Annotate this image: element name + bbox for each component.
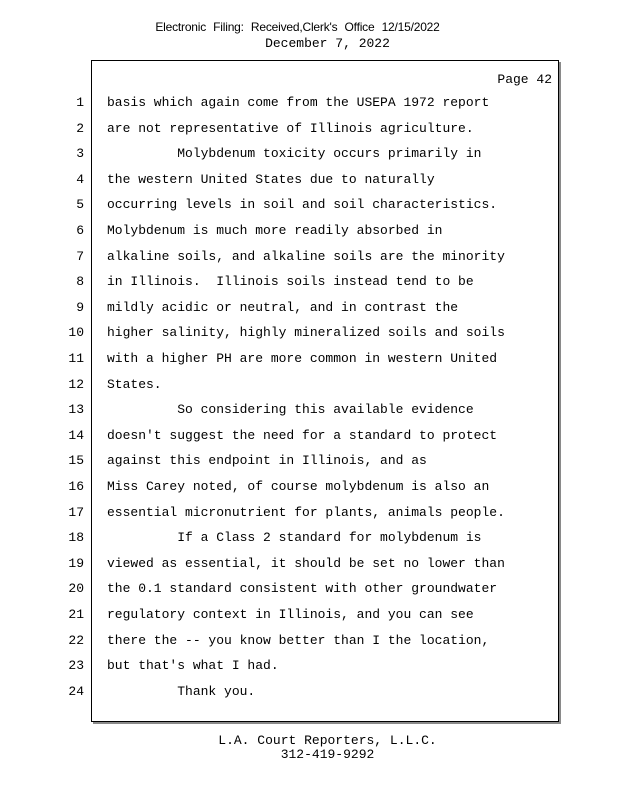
line-number: 2 [76, 120, 84, 136]
line-number: 22 [68, 632, 84, 648]
line-number: 15 [68, 453, 84, 469]
line-number: 9 [76, 299, 84, 315]
transcript-line-text: Molybdenum is much more readily absorbed in [107, 223, 443, 238]
transcript-line-text: mildly acidic or neutral, and in contrast the [107, 299, 459, 315]
page-number: Page 42 [497, 72, 552, 87]
transcript-line-text: but that's what I had. [107, 658, 279, 674]
line-number: 20 [68, 581, 84, 597]
transcript-line-text: doesn't suggest the need for a standard to protect [107, 427, 498, 443]
line-number: 3 [76, 146, 84, 162]
line-number: 16 [68, 479, 84, 494]
transcript-line-text: are not representative of Illinois agriculture. [107, 120, 474, 136]
reporter-company: L.A. Court Reporters, L.L.C. [218, 733, 437, 748]
line-number: 18 [68, 530, 84, 546]
transcript-line-text: the 0.1 standard consistent with other groundwater [107, 581, 498, 597]
line-number: 8 [76, 274, 84, 290]
line-number: 19 [68, 555, 84, 571]
line-number: 5 [76, 197, 84, 213]
transcript-line-text: higher salinity, highly mineralized soils and soils [107, 325, 505, 341]
transcript-line-text: occurring levels in soil and soil characteristics. [107, 197, 498, 213]
transcript-line-text: with a higher PH are more common in western United [107, 351, 498, 366]
line-number: 7 [76, 248, 84, 264]
line-number: 11 [68, 351, 84, 366]
line-number: 21 [68, 607, 84, 622]
transcript-line-text: there the -- you know better than I the location, [107, 632, 490, 648]
hearing-date: December 7, 2022 [265, 36, 390, 51]
transcript-line-text: in Illinois. Illinois soils instead tend to be [107, 274, 474, 290]
transcript-line-text: against this endpoint in Illinois, and as [107, 453, 427, 469]
transcript-line-text: regulatory context in Illinois, and you can see [107, 607, 474, 622]
line-number: 14 [68, 427, 84, 443]
line-number: 23 [68, 658, 84, 674]
line-number: 12 [68, 376, 84, 392]
transcript-line-text: If a Class 2 standard for molybdenum is [107, 530, 482, 546]
transcript-line-text: So considering this available evidence [107, 402, 474, 418]
electronic-filing-stamp: Electronic Filing: Received,Clerk's Office 12/15/2022 [155, 20, 440, 34]
line-number: 17 [68, 504, 84, 520]
line-number: 4 [76, 171, 84, 187]
transcript-line-text: Thank you. [107, 683, 256, 699]
transcript-line-text: viewed as essential, it should be set no lower than [107, 555, 505, 571]
line-number: 13 [68, 402, 84, 418]
line-number: 24 [68, 683, 84, 699]
line-number: 1 [76, 95, 84, 110]
transcript-line-text: basis which again come from the USEPA 1972 report [107, 95, 490, 110]
transcript-line-text: alkaline soils, and alkaline soils are the minority [107, 248, 505, 264]
line-number: 6 [76, 223, 84, 238]
transcript-line-text: States. [107, 376, 162, 392]
transcript-line-text: essential micronutrient for plants, animals people. [107, 504, 505, 520]
transcript-line-text: the western United States due to naturally [107, 171, 435, 187]
reporter-phone: 312-419-9292 [280, 747, 375, 762]
transcript-line-text: Miss Carey noted, of course molybdenum is also an [107, 479, 490, 494]
line-number: 10 [68, 325, 84, 341]
transcript-line-text: Molybdenum toxicity occurs primarily in [107, 146, 482, 162]
